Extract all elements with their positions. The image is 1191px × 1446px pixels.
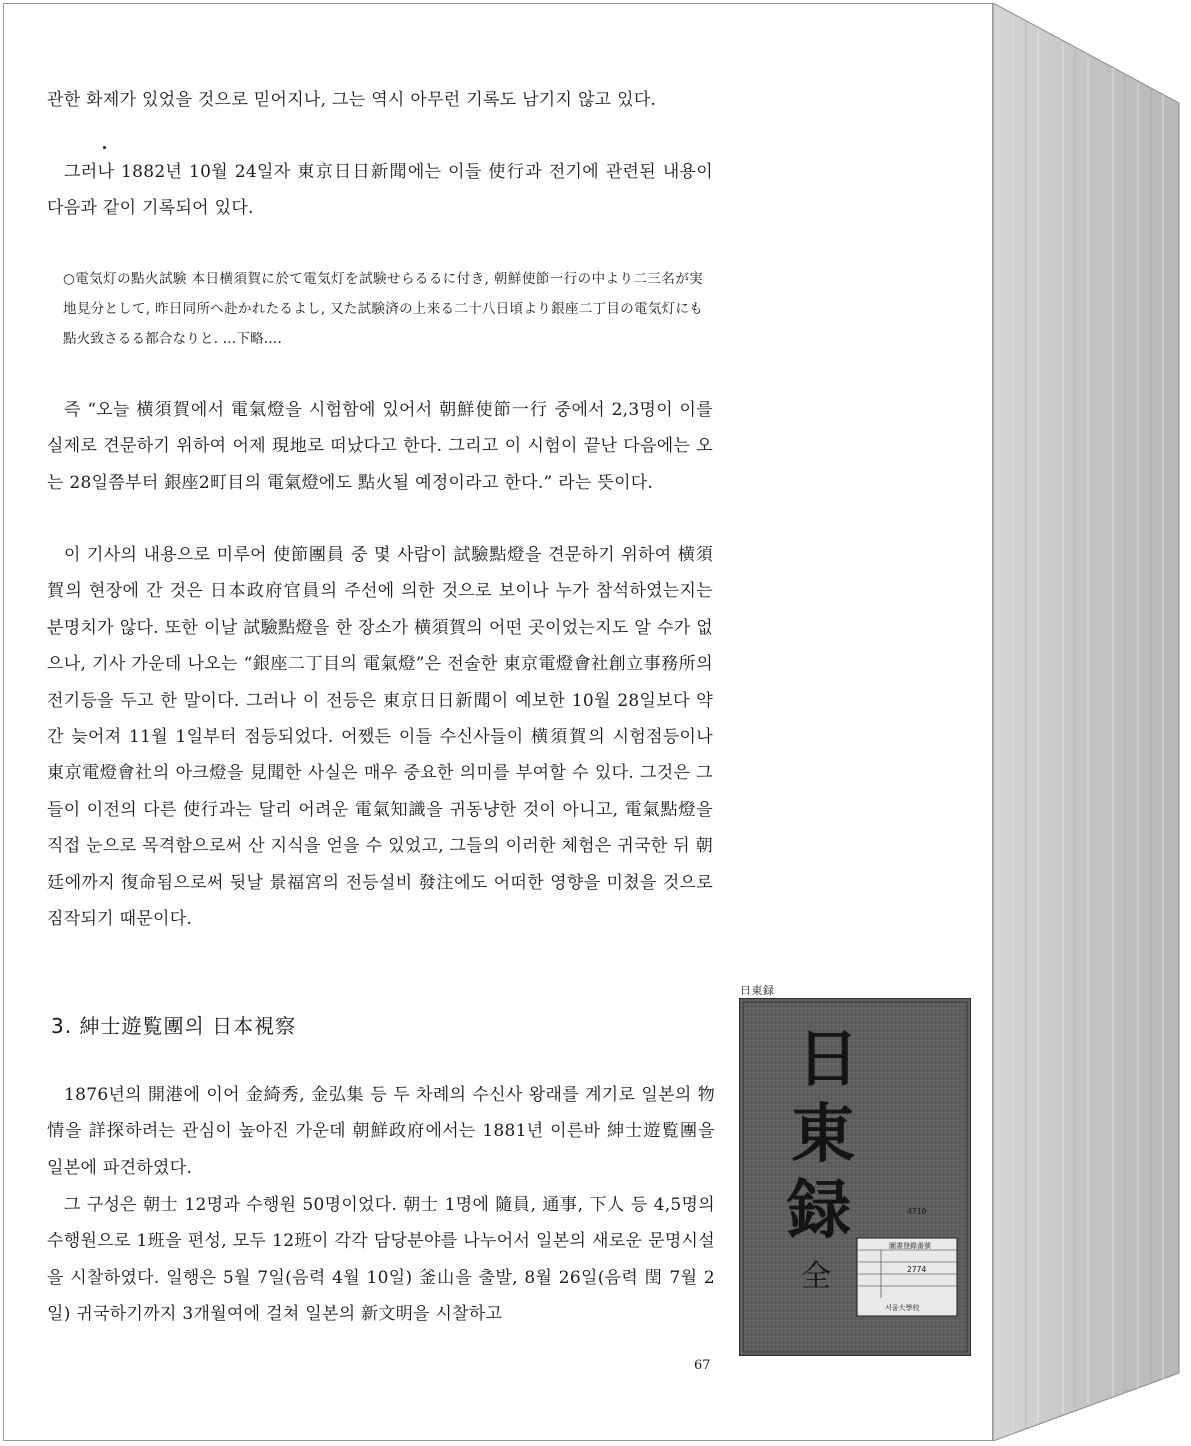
section-number: 3. <box>51 1014 73 1038</box>
page-stack-illustration <box>993 3 1185 1441</box>
ink-speck <box>103 146 106 149</box>
figure-caption: 日東録 <box>740 984 775 997</box>
cover-subtitle: 全 <box>801 1259 831 1294</box>
paragraph-3: 즉 “오늘 横須賀에서 電氣燈을 시험함에 있어서 朝鮮使節一行 중에서 2,3명이 이를 실제로 견문하기 위하여 어제 現地로 떠났다고 한다. 그리고 이 시험이 끝난 다음에는 오는 28일쯤부터 銀座2町目의 電氣燈에도 點火될 예정이라고 한다.” 라는 뜻이다. <box>47 400 713 493</box>
page-number: 67 <box>694 1358 711 1373</box>
book-cover-image <box>739 998 971 1356</box>
paragraph-4: 이 기사의 내용으로 미루어 使節團員 중 몇 사람이 試驗點燈을 견문하기 위하여 横須賀의 현장에 간 것은 日本政府官員의 주선에 의한 것으로 보이나 누가 참석하였는지는 분명치가 않다. 또한 이날 試驗點燈을 한 장소가 横須賀의 어떤 곳이었는지도 알 수가 없으나, 기사 가운데 나오는 “銀座二丁目의 電氣燈”은 전술한 東京電燈會社創立事務所의 전기등을 두고 한 말이다. 그러나 이 전등은 東京日日新聞이 예보한 10월 28일보다 약간 늦어져 11월 1일부터 점등되었다. 어쨌든 이들 수신사들이 横須賀의 시험점등이나 東京電燈會社의 아크燈을 見聞한 사실은 매우 중요한 의미를 부여할 수 있다. 그것은 그들이 이전의 다른 使行과는 달리 어려운 電氣知識을 귀동냥한 것이 아니고, 電氣點燈을 직접 눈으로 목격함으로써 산 지식을 얻을 수 있었고, 그들의 이러한 체험은 귀국한 뒤 朝廷에까지 復命됨으로써 뒷날 景福宮의 전등설비 發注에도 어떠한 영향을 미쳤을 것으로 짐작되기 때문이다. <box>47 545 713 930</box>
cover-title-char-2: 東 <box>791 1097 855 1172</box>
paragraph-2: 그러나 1882년 10월 24일자 東京日日新聞에는 이들 使行과 전기에 관련된 내용이 다음과 같이 기록되어 있다. <box>47 162 713 219</box>
paragraph-6: 그 구성은 朝士 12명과 수행원 50명이었다. 朝士 1명에 隨員, 通事, 下人 등 4,5명의 수행원으로 1班을 편성, 모두 12班이 각각 담당분야를 나누어서 일본의 새로운 문명시설을 시찰하였다. 일행은 5월 7일(음력 4월 10일) 釜山을 출발, 8월 26일(음력 閏 7월 2일) 귀국하기까지 3개월여에 걸쳐 일본의 新文明을 시찰하고 <box>47 1195 715 1325</box>
paragraph-1: 관한 화제가 있었을 것으로 믿어지나, 그는 역시 아무런 기록도 남기지 않고 있다. <box>47 90 657 110</box>
page-stack-edge <box>993 3 1185 1441</box>
cover-title-char-1: 日 <box>797 1022 860 1095</box>
label-number: 4710 <box>907 1207 927 1216</box>
section-heading <box>51 1010 296 1039</box>
label-code: 2774 <box>907 1265 927 1274</box>
paragraph-5: 1876년의 開港에 이어 金綺秀, 金弘集 등 두 차례의 수신사 왕래를 계기로 일본의 物情을 詳探하려는 관심이 높아진 가운데 朝鮮政府에서는 1881년 이른바 紳士遊覧團을 일본에 파견하였다. <box>47 1085 715 1178</box>
japanese-quote: ○電気灯の點火試験 本日横須賀に於て電気灯を試験せらるるに付き, 朝鮮使節一行の中より二三名が実地見分として, 昨日同所へ赴かれたるよし, 又た試験済の上来る二十八日頃より銀座二丁目の電気灯にも點火致さるる都合なりと. …下略…. <box>63 271 703 347</box>
label-footer: 서울大學校 <box>885 1304 920 1312</box>
cover-title-char-3: 録 <box>787 1173 851 1248</box>
book-cover-figure <box>739 998 971 1356</box>
label-header: 圖書登錄番號 <box>889 1242 931 1250</box>
section-title-text: 紳士遊覧團의 日本視察 <box>79 1014 297 1038</box>
